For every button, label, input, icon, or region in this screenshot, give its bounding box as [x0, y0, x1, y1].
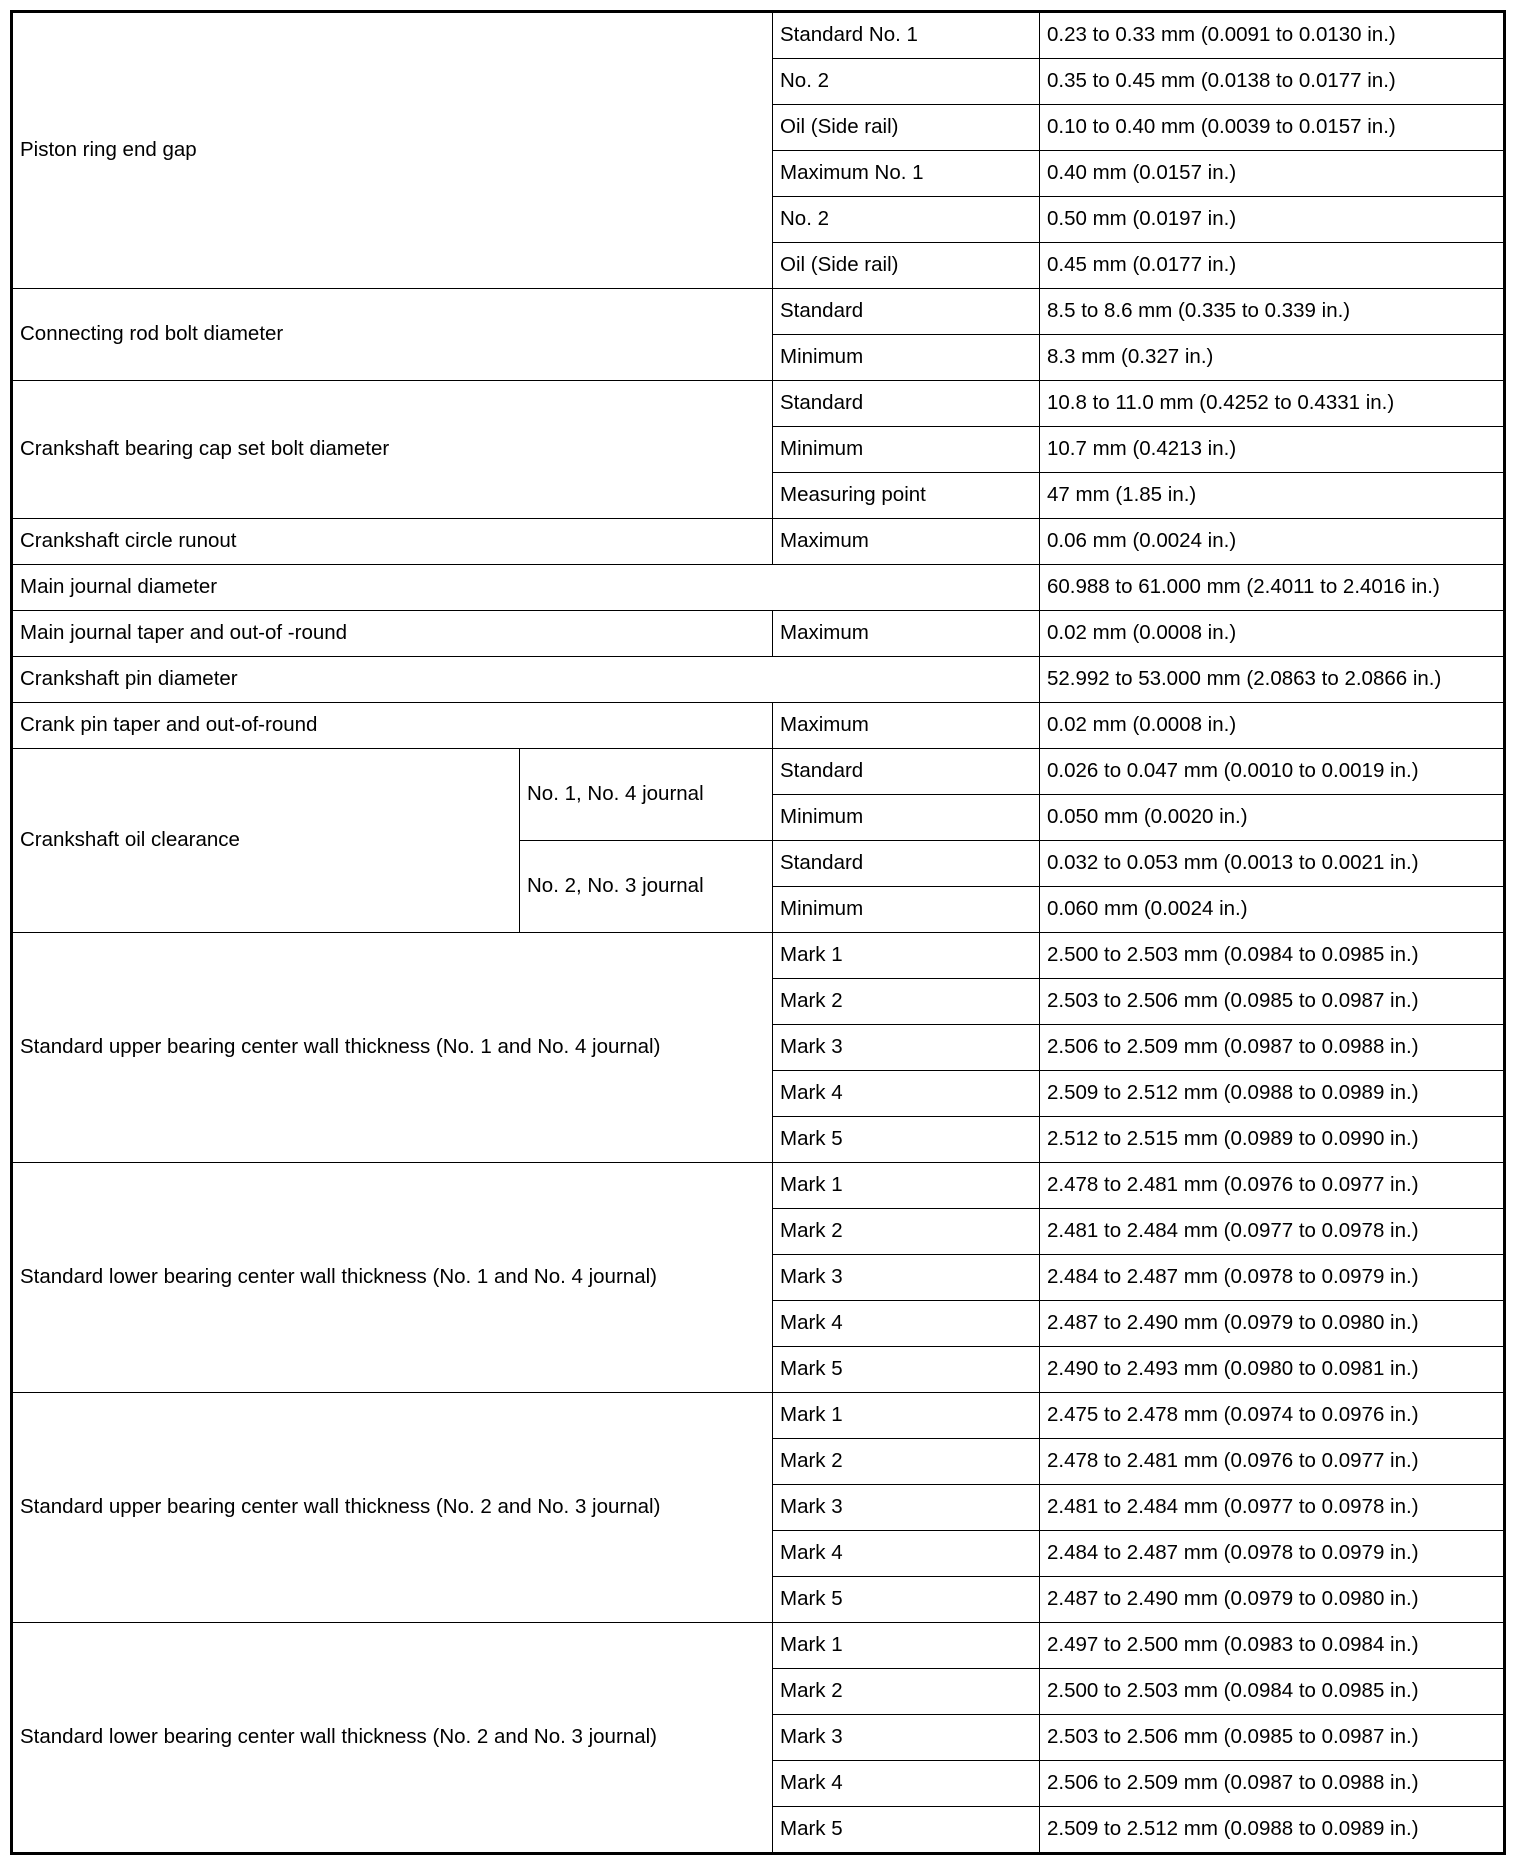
spec-value: 10.8 to 11.0 mm (0.4252 to 0.4331 in.) [1040, 381, 1505, 427]
spec-condition: Maximum [773, 611, 1040, 657]
spec-condition: Mark 5 [773, 1577, 1040, 1623]
spec-condition: Minimum [773, 427, 1040, 473]
spec-condition: Mark 2 [773, 1439, 1040, 1485]
spec-value: 8.5 to 8.6 mm (0.335 to 0.339 in.) [1040, 289, 1505, 335]
spec-condition: Mark 1 [773, 1623, 1040, 1669]
spec-value: 0.050 mm (0.0020 in.) [1040, 795, 1505, 841]
spec-value: 2.509 to 2.512 mm (0.0988 to 0.0989 in.) [1040, 1071, 1505, 1117]
spec-name: Piston ring end gap [12, 12, 773, 289]
spec-condition: Minimum [773, 795, 1040, 841]
table-row [12, 519, 1505, 565]
table-body [12, 12, 1505, 1854]
spec-condition: Mark 1 [773, 1393, 1040, 1439]
table-row [12, 12, 1505, 59]
spec-name: Crankshaft bearing cap set bolt diameter [12, 381, 773, 519]
spec-name: Connecting rod bolt diameter [12, 289, 773, 381]
spec-condition: No. 2 [773, 197, 1040, 243]
spec-condition: Mark 3 [773, 1485, 1040, 1531]
spec-condition: Standard [773, 381, 1040, 427]
spec-value: 52.992 to 53.000 mm (2.0863 to 2.0866 in.) [1040, 657, 1505, 703]
spec-condition: Mark 3 [773, 1715, 1040, 1761]
spec-name: Standard lower bearing center wall thickness (No. 2 and No. 3 journal) [12, 1623, 773, 1854]
spec-condition: Mark 3 [773, 1025, 1040, 1071]
spec-condition: Mark 5 [773, 1807, 1040, 1854]
spec-value: 60.988 to 61.000 mm (2.4011 to 2.4016 in.) [1040, 565, 1505, 611]
spec-name: Crankshaft oil clearance [12, 749, 520, 933]
spec-condition: Oil (Side rail) [773, 105, 1040, 151]
spec-condition: Mark 1 [773, 933, 1040, 979]
table-row [12, 1623, 1505, 1669]
spec-value: 2.497 to 2.500 mm (0.0983 to 0.0984 in.) [1040, 1623, 1505, 1669]
spec-value: 2.500 to 2.503 mm (0.0984 to 0.0985 in.) [1040, 1669, 1505, 1715]
spec-condition: Maximum No. 1 [773, 151, 1040, 197]
spec-condition: Mark 2 [773, 1209, 1040, 1255]
spec-condition: Standard No. 1 [773, 12, 1040, 59]
spec-name: Standard lower bearing center wall thickness (No. 1 and No. 4 journal) [12, 1163, 773, 1393]
spec-value: 2.484 to 2.487 mm (0.0978 to 0.0979 in.) [1040, 1531, 1505, 1577]
spec-value: 47 mm (1.85 in.) [1040, 473, 1505, 519]
spec-name: Main journal diameter [12, 565, 1040, 611]
spec-condition: Mark 1 [773, 1163, 1040, 1209]
table-row [12, 611, 1505, 657]
spec-condition: Oil (Side rail) [773, 243, 1040, 289]
table-row [12, 289, 1505, 335]
spec-value: 0.06 mm (0.0024 in.) [1040, 519, 1505, 565]
spec-condition: Minimum [773, 887, 1040, 933]
spec-value: 2.506 to 2.509 mm (0.0987 to 0.0988 in.) [1040, 1761, 1505, 1807]
spec-name: Crank pin taper and out-of-round [12, 703, 773, 749]
spec-condition: Maximum [773, 703, 1040, 749]
spec-condition: Standard [773, 841, 1040, 887]
spec-name: Standard upper bearing center wall thickness (No. 2 and No. 3 journal) [12, 1393, 773, 1623]
spec-condition: Mark 2 [773, 979, 1040, 1025]
spec-condition: Standard [773, 289, 1040, 335]
spec-value: 2.481 to 2.484 mm (0.0977 to 0.0978 in.) [1040, 1485, 1505, 1531]
spec-subgroup: No. 1, No. 4 journal [520, 749, 773, 841]
spec-value: 2.490 to 2.493 mm (0.0980 to 0.0981 in.) [1040, 1347, 1505, 1393]
spec-condition: Maximum [773, 519, 1040, 565]
spec-value: 2.481 to 2.484 mm (0.0977 to 0.0978 in.) [1040, 1209, 1505, 1255]
spec-condition: Mark 5 [773, 1347, 1040, 1393]
spec-value: 0.23 to 0.33 mm (0.0091 to 0.0130 in.) [1040, 12, 1505, 59]
spec-value: 2.478 to 2.481 mm (0.0976 to 0.0977 in.) [1040, 1163, 1505, 1209]
spec-value: 8.3 mm (0.327 in.) [1040, 335, 1505, 381]
spec-subgroup: No. 2, No. 3 journal [520, 841, 773, 933]
spec-condition: Mark 4 [773, 1301, 1040, 1347]
spec-value: 2.487 to 2.490 mm (0.0979 to 0.0980 in.) [1040, 1577, 1505, 1623]
spec-name: Standard upper bearing center wall thickness (No. 1 and No. 4 journal) [12, 933, 773, 1163]
spec-value: 0.02 mm (0.0008 in.) [1040, 611, 1505, 657]
table-row [12, 1163, 1505, 1209]
spec-value: 2.478 to 2.481 mm (0.0976 to 0.0977 in.) [1040, 1439, 1505, 1485]
spec-value: 2.503 to 2.506 mm (0.0985 to 0.0987 in.) [1040, 979, 1505, 1025]
spec-value: 0.50 mm (0.0197 in.) [1040, 197, 1505, 243]
spec-value: 0.35 to 0.45 mm (0.0138 to 0.0177 in.) [1040, 59, 1505, 105]
spec-value: 2.509 to 2.512 mm (0.0988 to 0.0989 in.) [1040, 1807, 1505, 1854]
table-row [12, 703, 1505, 749]
spec-name: Main journal taper and out-of -round [12, 611, 773, 657]
spec-condition: No. 2 [773, 59, 1040, 105]
spec-value: 0.10 to 0.40 mm (0.0039 to 0.0157 in.) [1040, 105, 1505, 151]
spec-condition: Minimum [773, 335, 1040, 381]
spec-value: 0.032 to 0.053 mm (0.0013 to 0.0021 in.) [1040, 841, 1505, 887]
spec-condition: Mark 3 [773, 1255, 1040, 1301]
table-row [12, 749, 1505, 795]
spec-condition: Mark 5 [773, 1117, 1040, 1163]
spec-value: 0.060 mm (0.0024 in.) [1040, 887, 1505, 933]
spec-value: 2.506 to 2.509 mm (0.0987 to 0.0988 in.) [1040, 1025, 1505, 1071]
spec-name: Crankshaft circle runout [12, 519, 773, 565]
spec-value: 0.45 mm (0.0177 in.) [1040, 243, 1505, 289]
spec-name: Crankshaft pin diameter [12, 657, 1040, 703]
spec-value: 2.503 to 2.506 mm (0.0985 to 0.0987 in.) [1040, 1715, 1505, 1761]
spec-value: 2.475 to 2.478 mm (0.0974 to 0.0976 in.) [1040, 1393, 1505, 1439]
spec-value: 2.512 to 2.515 mm (0.0989 to 0.0990 in.) [1040, 1117, 1505, 1163]
spec-value: 2.487 to 2.490 mm (0.0979 to 0.0980 in.) [1040, 1301, 1505, 1347]
spec-value: 0.026 to 0.047 mm (0.0010 to 0.0019 in.) [1040, 749, 1505, 795]
specification-table [10, 10, 1506, 1855]
spec-value: 0.02 mm (0.0008 in.) [1040, 703, 1505, 749]
table-row [12, 1393, 1505, 1439]
table-row [12, 381, 1505, 427]
spec-value: 2.500 to 2.503 mm (0.0984 to 0.0985 in.) [1040, 933, 1505, 979]
spec-value: 2.484 to 2.487 mm (0.0978 to 0.0979 in.) [1040, 1255, 1505, 1301]
spec-condition: Mark 4 [773, 1531, 1040, 1577]
spec-value: 10.7 mm (0.4213 in.) [1040, 427, 1505, 473]
spec-condition: Mark 4 [773, 1761, 1040, 1807]
table-row [12, 565, 1505, 611]
spec-condition: Mark 4 [773, 1071, 1040, 1117]
table-row [12, 933, 1505, 979]
spec-condition: Mark 2 [773, 1669, 1040, 1715]
spec-value: 0.40 mm (0.0157 in.) [1040, 151, 1505, 197]
spec-condition: Standard [773, 749, 1040, 795]
table-row [12, 657, 1505, 703]
spec-condition: Measuring point [773, 473, 1040, 519]
